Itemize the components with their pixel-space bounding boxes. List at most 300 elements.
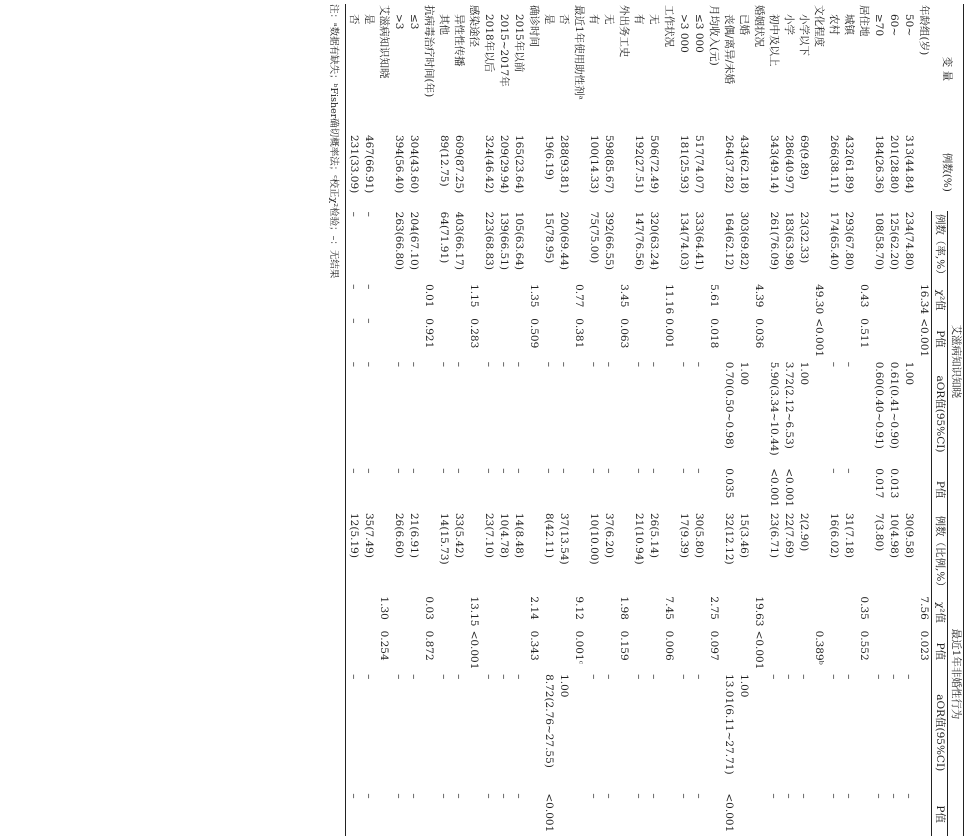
- cell-b1: 26(5.14): [647, 512, 660, 558]
- cell-a3: [676, 317, 691, 361]
- table-row: [406, 4, 421, 836]
- cell-b5: [616, 792, 631, 836]
- cell-a2: [781, 283, 796, 317]
- cell-a1: [661, 211, 676, 283]
- cell-a4: [616, 361, 631, 468]
- cell-b1: 10(4.98): [887, 512, 900, 558]
- cell-b3: [781, 630, 796, 674]
- cell-b4: 1.00: [737, 674, 750, 698]
- cell-b2: [811, 595, 826, 629]
- cell-a3: [376, 317, 391, 361]
- cell-a2: 0.43: [857, 284, 870, 308]
- cell-a3: 0.283: [467, 318, 480, 349]
- cell-a5: –: [452, 468, 465, 474]
- cell-a1: 293(67.80): [842, 211, 855, 270]
- cell-b4: –: [392, 674, 405, 680]
- cell-a4: –: [362, 361, 375, 367]
- cell-b2: [496, 595, 511, 629]
- cell-b2: 19.63: [752, 596, 765, 627]
- cell-n: 313(44.84): [902, 134, 915, 194]
- cell-b4: –: [482, 674, 495, 680]
- table-row: [436, 4, 451, 836]
- cell-n: 192(27.51): [632, 134, 645, 194]
- cell-a5: <0.001: [767, 468, 780, 508]
- cell-b1: 30(9.58): [902, 512, 915, 558]
- table-row: [526, 4, 541, 836]
- cell-n: 184(26.36): [872, 134, 885, 194]
- cell-n: 304(43.60): [407, 134, 420, 194]
- cell-label: 其他: [437, 14, 450, 35]
- cell-a3: [901, 317, 916, 361]
- cell-a2: [886, 283, 901, 317]
- cell-b4: –: [677, 674, 690, 680]
- cell-label: 艾滋病知识知晓: [377, 5, 390, 79]
- cell-a5: –: [512, 468, 525, 474]
- cell-a2: [691, 283, 706, 317]
- cell-b5: –: [602, 793, 615, 799]
- cell-b4: [706, 673, 721, 792]
- cell-b2: 13.15: [467, 596, 480, 627]
- cell-b3: 0.254: [377, 630, 390, 661]
- cell-label: 丧偶/离异/未婚: [722, 14, 735, 85]
- cell-a5: [421, 467, 436, 512]
- cell-b2: [736, 595, 751, 629]
- results-table: [345, 4, 964, 836]
- cell-label: >3 000: [677, 14, 690, 53]
- cell-a2: [556, 283, 571, 317]
- cell-a4: –: [482, 361, 495, 367]
- table-row: [751, 4, 766, 836]
- cell-a5: [526, 467, 541, 512]
- cell-b1: [661, 512, 676, 595]
- cell-label: 无: [602, 14, 615, 25]
- cell-a5: 0.013: [887, 468, 900, 499]
- cell-b3: [826, 630, 841, 674]
- cell-a3: [631, 317, 646, 361]
- cell-b2: [826, 595, 841, 629]
- cell-a3: [826, 317, 841, 361]
- cell-b5: –: [482, 793, 495, 799]
- cell-n: 201(28.80): [887, 134, 900, 194]
- cell-n: [811, 134, 826, 211]
- cell-a1: 261(76.09): [767, 211, 780, 270]
- cell-a2: [676, 283, 691, 317]
- header-aor-1: aOR值(95%CI): [932, 361, 948, 468]
- cell-b5: –: [767, 793, 780, 799]
- cell-b4: 13.01(6.11~27.71): [722, 674, 735, 775]
- cell-a4: –: [692, 361, 705, 367]
- header-aor-2: aOR值(95%CI): [932, 673, 948, 792]
- cell-a3: [496, 317, 511, 361]
- cell-b4: [526, 673, 541, 792]
- cell-b4: [856, 673, 871, 792]
- cell-a2: [841, 283, 856, 317]
- cell-a5: [796, 467, 811, 512]
- cell-label: 最近1年使用助性剂ᵃ: [572, 5, 585, 100]
- cell-b4: [661, 673, 676, 792]
- cell-a1: [706, 211, 721, 283]
- cell-n: 506(72.49): [647, 134, 660, 194]
- header-cases-ratio: 例数（比例,%）: [932, 512, 948, 595]
- cell-a2: [796, 283, 811, 317]
- cell-b2: 2.14: [527, 596, 540, 620]
- cell-b5: <0.001: [542, 793, 555, 833]
- cell-b2: [901, 595, 916, 629]
- cell-a3: 0.036: [752, 318, 765, 349]
- cell-b5: –: [497, 793, 510, 799]
- cell-a1: 200(69.44): [557, 211, 570, 270]
- table-row: [421, 4, 436, 836]
- cell-a3: [841, 317, 856, 361]
- cell-n: [616, 134, 631, 211]
- table-row: [361, 4, 376, 836]
- cell-a5: –: [647, 468, 660, 474]
- cell-n: 394(56.40): [392, 134, 405, 194]
- cell-b5: –: [346, 792, 362, 836]
- cell-n: [526, 134, 541, 211]
- cell-a2: 5.61: [707, 284, 720, 308]
- cell-a3: [736, 317, 751, 361]
- cell-b1: 22(7.69): [782, 512, 795, 558]
- cell-b2: 2.75: [707, 596, 720, 620]
- cell-b2: 0.35: [857, 596, 870, 620]
- table-row: [811, 4, 826, 836]
- cell-n: [466, 134, 481, 211]
- cell-b1: 21(6.91): [407, 512, 420, 558]
- cell-label: 农村: [827, 14, 840, 35]
- cell-n: 434(62.18): [737, 134, 750, 194]
- cell-a4: –: [557, 361, 570, 367]
- cell-n: 19(6.19): [542, 134, 555, 180]
- cell-a5: [706, 467, 721, 512]
- cell-a4: –: [392, 361, 405, 367]
- cell-a4: 0.60(0.40~0.91): [872, 361, 885, 449]
- cell-a5: –: [677, 468, 690, 474]
- cell-a1: 64(71.91): [437, 211, 450, 264]
- cell-b3: [391, 630, 406, 674]
- cell-a5: –: [542, 468, 555, 474]
- cell-a3: [766, 317, 781, 361]
- cell-b5: –: [677, 793, 690, 799]
- cell-b4: –: [827, 674, 840, 680]
- cell-a5: –: [692, 468, 705, 474]
- cell-b1: 26(6.60): [392, 512, 405, 558]
- cell-a4: –: [587, 361, 600, 367]
- cell-a1: 333(64.41): [692, 211, 705, 270]
- cell-n: 432(61.89): [842, 134, 855, 194]
- cell-label: 已婚: [737, 14, 750, 35]
- cell-b2: [766, 595, 781, 629]
- cell-a2: 1.35: [527, 284, 540, 308]
- cell-b1: 35(7.49): [362, 512, 375, 558]
- cell-b3: [556, 630, 571, 674]
- cell-n: 100(14.33): [587, 134, 600, 194]
- cell-b3: 0.001ᶜ: [572, 630, 585, 665]
- cell-a1: 223(68.83): [482, 211, 495, 270]
- cell-a1: 234(74.80): [902, 211, 915, 270]
- cell-n: 517(74.07): [692, 134, 705, 194]
- cell-a5: <0.001: [782, 468, 795, 508]
- cell-a3: 0.921: [422, 318, 435, 349]
- cell-b4: –: [437, 674, 450, 680]
- header-p-4: P值: [932, 792, 948, 836]
- table-row: [916, 4, 932, 836]
- cell-a1: 23(32.33): [797, 211, 810, 264]
- cell-a1: [466, 211, 481, 283]
- cell-label: 否: [557, 14, 570, 25]
- cell-a3: [871, 317, 886, 361]
- cell-a5: [466, 467, 481, 512]
- cell-label: 小学: [782, 14, 795, 35]
- cell-b3: [436, 630, 451, 674]
- cell-label: ≤3 000: [692, 14, 705, 53]
- cell-b1: [526, 512, 541, 595]
- cell-b5: –: [827, 793, 840, 799]
- cell-b5: [751, 792, 766, 836]
- cell-a2: [511, 283, 526, 317]
- cell-a4: –: [602, 361, 615, 367]
- table-row: [556, 4, 571, 836]
- cell-n: [376, 134, 391, 211]
- cell-a4: 1.00: [737, 361, 750, 386]
- cell-b4: –: [497, 674, 510, 680]
- cell-b2: [556, 595, 571, 629]
- cell-b5: –: [452, 793, 465, 799]
- cell-a3: [586, 317, 601, 361]
- table-row: [841, 4, 856, 836]
- cell-a5: –: [392, 468, 405, 474]
- cell-a3: 0.018: [707, 318, 720, 349]
- cell-label: 有: [587, 14, 600, 25]
- cell-label: 2015年以前: [512, 14, 525, 73]
- header-chi-1: χ²值: [932, 283, 948, 317]
- cell-label: 2018年以后: [482, 14, 495, 73]
- cell-b4: –: [346, 673, 362, 792]
- cell-b1: [706, 512, 721, 595]
- cell-b1: 21(10.94): [632, 512, 645, 565]
- cell-a4: [916, 361, 932, 468]
- cell-a5: [751, 467, 766, 512]
- cell-b4: –: [767, 674, 780, 680]
- cell-n: 181(25.93): [677, 134, 690, 194]
- cell-label: 月均收入(元): [707, 5, 720, 66]
- cell-b3: [796, 630, 811, 674]
- cell-b4: –: [797, 674, 810, 680]
- cell-b1: 32(12.12): [722, 512, 735, 565]
- cell-b1: [751, 512, 766, 595]
- cell-label: 异性性传播: [452, 14, 465, 67]
- cell-a3: [646, 317, 661, 361]
- cell-b4: [751, 673, 766, 792]
- cell-a2: [826, 283, 841, 317]
- cell-a4: –: [437, 361, 450, 367]
- cell-a4: –: [677, 361, 690, 367]
- cell-b1: [571, 512, 586, 595]
- cell-label: 感染途径: [467, 5, 480, 47]
- table-footnote: 注：ᵃ数据有缺失；ᵇFisher确切概率法；ᶜ校正χ²检验；–：无结果: [328, 4, 339, 279]
- cell-b3: [886, 630, 901, 674]
- cell-b2: [481, 595, 496, 629]
- cell-a5: –: [842, 468, 855, 474]
- cell-b5: [661, 792, 676, 836]
- cell-a4: –: [842, 361, 855, 367]
- cell-b4: 1.00: [557, 674, 570, 698]
- cell-a3: [796, 317, 811, 361]
- cell-a4: [811, 361, 826, 468]
- cell-label: 60~: [887, 14, 900, 37]
- header-p-2: P值: [932, 467, 948, 512]
- cell-b3: 0.389ᵇ: [812, 630, 825, 665]
- cell-b2: [871, 595, 886, 629]
- header-p-1: P值: [932, 317, 948, 361]
- cell-label: 文化程度: [812, 5, 825, 47]
- cell-a1: –: [362, 211, 375, 217]
- cell-b4: –: [692, 674, 705, 680]
- table-row: [886, 4, 901, 836]
- cell-a1: [376, 211, 391, 283]
- cell-a5: –: [557, 468, 570, 474]
- cell-a5: –: [362, 468, 375, 474]
- cell-n: [661, 134, 676, 211]
- cell-a3: [436, 317, 451, 361]
- cell-a2: [376, 283, 391, 317]
- cell-b2: 9.12: [572, 596, 585, 620]
- cell-label: 有: [632, 14, 645, 25]
- cell-b1: 23(7.10): [482, 512, 495, 558]
- header-p-3: P值: [932, 630, 948, 674]
- cell-b5: [421, 792, 436, 836]
- table-row: [661, 4, 676, 836]
- cell-a2: [736, 283, 751, 317]
- cell-n: 69(9.89): [797, 134, 810, 180]
- cell-b1: 23(6.71): [767, 512, 780, 558]
- cell-b5: –: [362, 793, 375, 799]
- cell-a1: 303(69.82): [737, 211, 750, 270]
- cell-b5: –: [437, 793, 450, 799]
- cell-label: 小学以下: [797, 14, 810, 56]
- cell-a1: [571, 211, 586, 283]
- table-row: [481, 4, 496, 836]
- cell-b5: –: [842, 793, 855, 799]
- cell-label: ≥70: [872, 14, 885, 37]
- cell-label: 确诊时间: [527, 5, 540, 47]
- cell-b2: [796, 595, 811, 629]
- table-row: [571, 4, 586, 836]
- cell-label: 50~: [902, 14, 915, 37]
- cell-a2: [766, 283, 781, 317]
- cell-a5: [916, 467, 932, 512]
- cell-a2: 0.01: [422, 284, 435, 308]
- cell-b2: 0.03: [422, 596, 435, 620]
- cell-a4: [661, 361, 676, 468]
- cell-a3: [391, 317, 406, 361]
- cell-a5: –: [827, 468, 840, 474]
- cell-b5: –: [647, 793, 660, 799]
- cell-b1: 15(3.46): [737, 512, 750, 558]
- cell-b2: [841, 595, 856, 629]
- cell-a4: –: [452, 361, 465, 367]
- cell-label: 居住地: [857, 5, 870, 37]
- cell-a3: [781, 317, 796, 361]
- cell-b1: [916, 512, 932, 595]
- cell-a1: 392(66.55): [602, 211, 615, 270]
- cell-a1: –: [346, 211, 362, 283]
- cell-a3: [886, 317, 901, 361]
- cell-a3: 0.001: [662, 318, 675, 349]
- cell-b2: [586, 595, 601, 629]
- table-row: [676, 4, 691, 836]
- cell-a1: 75(75.00): [587, 211, 600, 264]
- cell-b4: [571, 673, 586, 792]
- table-row: [901, 4, 916, 836]
- cell-a4: [856, 361, 871, 468]
- cell-b3: [481, 630, 496, 674]
- table-row: [766, 4, 781, 836]
- cell-label: 年龄组(岁): [918, 5, 930, 56]
- cell-b2: 1.98: [617, 596, 630, 620]
- cell-a3: [601, 317, 616, 361]
- cell-b4: [616, 673, 631, 792]
- cell-n: 266(38.11): [827, 134, 840, 194]
- cell-a1: [526, 211, 541, 283]
- cell-b1: 31(7.18): [842, 512, 855, 558]
- cell-label: 城镇: [842, 14, 855, 35]
- table-row: [631, 4, 646, 836]
- cell-a4: –: [647, 361, 660, 367]
- cell-b2: [646, 595, 661, 629]
- cell-b2: 7.45: [662, 596, 675, 620]
- cell-a2: 16.34: [917, 284, 930, 315]
- cell-n: 288(93.81): [557, 134, 570, 194]
- cell-a2: [901, 283, 916, 317]
- table-row: [466, 4, 481, 836]
- table-row: [646, 4, 661, 836]
- table-row: [856, 4, 871, 836]
- cell-b2: [676, 595, 691, 629]
- cell-b5: –: [407, 793, 420, 799]
- cell-b5: [526, 792, 541, 836]
- cell-b5: –: [872, 793, 885, 799]
- cell-n: 264(37.82): [722, 134, 735, 194]
- cell-b1: 10(4.78): [497, 512, 510, 558]
- cell-b2: [886, 595, 901, 629]
- cell-b2: [451, 595, 466, 629]
- cell-b1: 10(10.00): [587, 512, 600, 565]
- cell-n: 89(12.75): [437, 134, 450, 187]
- cell-a4: [421, 361, 436, 468]
- cell-n: [916, 134, 932, 211]
- cell-b1: 7(3.80): [872, 512, 885, 552]
- cell-b4: 8.72(2.76~27.55): [542, 674, 555, 768]
- cell-b4: –: [887, 674, 900, 680]
- cell-b1: [421, 512, 436, 595]
- cell-label: >3: [392, 14, 405, 30]
- cell-a5: –: [602, 468, 615, 474]
- cell-b4: [466, 673, 481, 792]
- cell-a5: –: [632, 468, 645, 474]
- cell-b4: –: [512, 674, 525, 680]
- cell-n: 231(33.09): [346, 134, 362, 211]
- cell-a2: [541, 283, 556, 317]
- cell-b5: [376, 792, 391, 836]
- cell-n: [571, 134, 586, 211]
- table-row: [496, 4, 511, 836]
- cell-a1: 147(76.56): [632, 211, 645, 270]
- cell-b4: [916, 673, 932, 792]
- cell-n: [856, 134, 871, 211]
- table-row: [691, 4, 706, 836]
- cell-b2: 7.56: [917, 596, 930, 620]
